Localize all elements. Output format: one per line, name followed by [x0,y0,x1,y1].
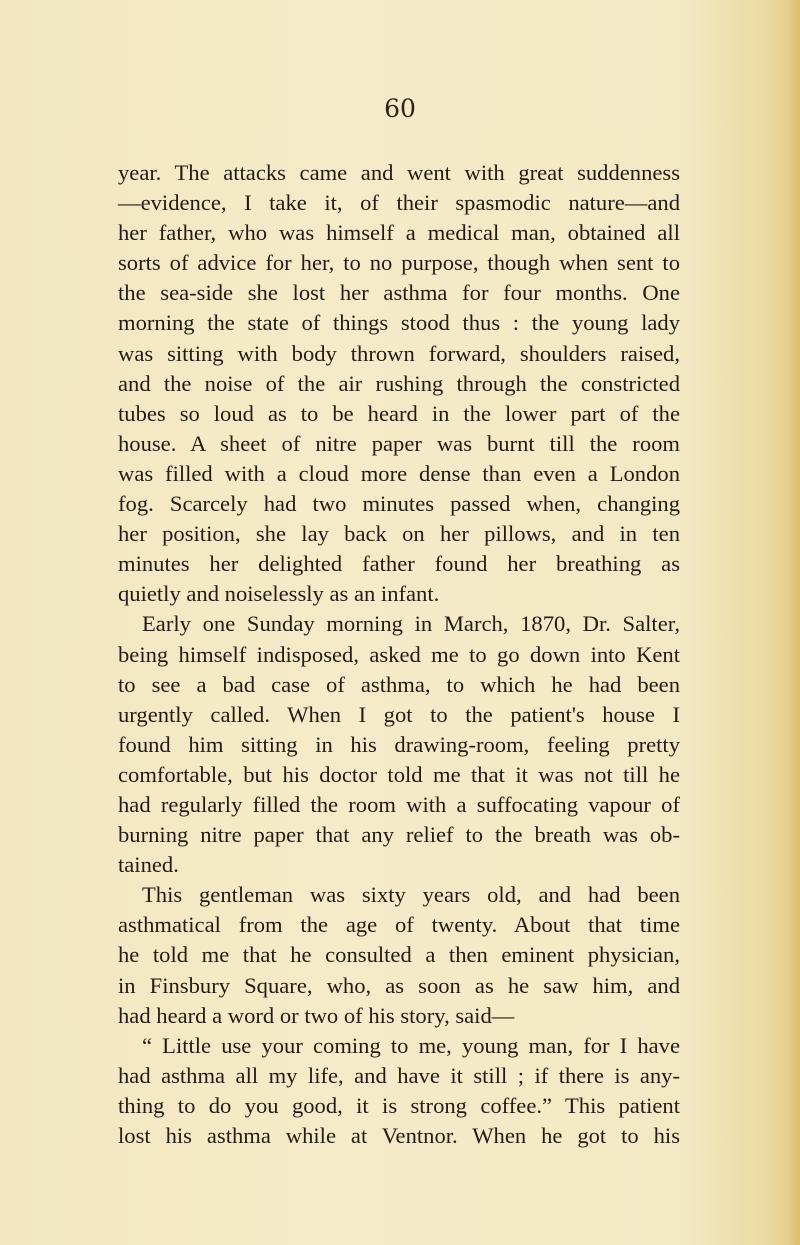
text-line: urgently called. When I got to the patient's house I [118,701,680,727]
text-line: found him sitting in his drawing-room, feeling pretty [118,731,680,757]
paragraph-last-line: had heard a word or two of his story, said— [118,1002,515,1028]
text-line: was filled with a cloud more dense than even a London [118,460,680,486]
paragraph-first-line: “ Little use your coming to me, young man, for I have [142,1032,680,1058]
text-line: her position, she lay back on her pillows, and in ten [118,521,680,547]
text-line: house. A sheet of nitre paper was burnt till the room [118,430,680,456]
text-line: —evidence, I take it, of their spasmodic nature—and [118,190,680,216]
text-line: lost his asthma while at Ventnor. When he got to his [118,1123,680,1148]
page-number: 60 [384,94,416,123]
text-line: tubes so loud as to be heard in the lower part of the [118,400,680,426]
text-line: minutes her delighted father found her breathing as [118,551,680,577]
text-line: morning the state of things stood thus : the young lady [118,310,680,336]
text-line: fog. Scarcely had two minutes passed when, changing [118,491,680,517]
text-line: comfortable, but his doctor told me that it was not till he [118,761,680,787]
paragraph-first-line: This gentleman was sixty years old, and had been [142,882,680,908]
paragraph-last-line: quietly and noiselessly as an infant. [118,581,440,607]
page-edge-shading [788,0,800,1245]
text-line: her father, who was himself a medical man, obtained all [118,220,680,246]
text-line: burning nitre paper that any relief to the breath was ob- [118,822,680,848]
text-line: and the noise of the air rushing through the constricted [118,370,680,396]
text-line: being himself indisposed, asked me to go down into Kent [118,641,680,667]
text-line: had asthma all my life, and have it still ; if there is any- [118,1062,680,1088]
text-line: sorts of advice for her, to no purpose, though when sent to [118,250,680,276]
text-line: to see a bad case of asthma, to which he had been [118,671,680,697]
text-line: was sitting with body thrown forward, shoulders raised, [118,340,680,366]
text-line: year. The attacks came and went with great suddenness [118,160,680,185]
text-line: he told me that he consulted a then eminent physician, [118,942,680,968]
paragraph-last-line: tained. [118,852,179,878]
text-line: asthmatical from the age of twenty. About that time [118,912,680,938]
text-line: the sea-side she lost her asthma for four months. One [118,280,680,306]
text-line: thing to do you good, it is strong coffee.” This patient [118,1092,680,1118]
body-text [118,158,680,1151]
text-line: had regularly filled the room with a suffocating vapour of [118,791,680,817]
paragraph-first-line: Early one Sunday morning in March, 1870, Dr. Salter, [142,611,680,637]
text-line: in Finsbury Square, who, as soon as he saw him, and [118,972,680,998]
